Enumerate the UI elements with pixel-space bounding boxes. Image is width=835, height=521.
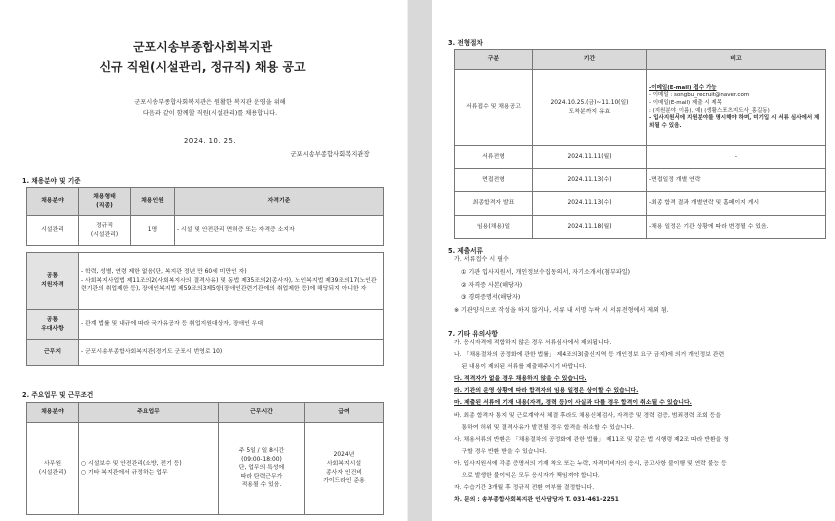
left-page: [0, 0, 408, 521]
eligibility-head: 공통 지원자격: [27, 253, 79, 310]
note-f: 바. 최종 합격자 통지 및 근로계약서 체결 후라도 채용신체검사, 자격증 및 경력 검증, 범죄경력 조회 등을: [454, 412, 722, 419]
section-7-heading: 7. 기타 유의사항: [448, 330, 498, 338]
workplace: - 군포시송부종합사회복지관(경기도 군포시 번영로 10): [79, 340, 384, 366]
cell-duties: ○ 시설보수 및 안전관리(소방, 전기 등) ○ 기타 복지관에서 규정하는 업무: [79, 423, 219, 515]
recruit-table: [26, 187, 384, 246]
note-h: 아. 입사지원서에 각종 증명서의 기재 착오 또는 누락, 자격미비자의 응시, 공고사항 불이행 및 연락 불능 등: [454, 460, 727, 467]
note-3: -면접일정 개별 연락: [647, 169, 826, 192]
doc-warning: ※ 기관양식으로 작성을 하지 않거나, 서류 내 서명 누락 시 서류전형에서 제외 됨.: [454, 307, 669, 315]
note-email-address: - 이메일 : songbu_recruit@naver.com: [649, 92, 750, 99]
note-email-ok: -이메일(E-mail) 접수 가능: [649, 84, 717, 91]
issuer: 군포시송부종합사회복지관장: [290, 151, 370, 158]
page-title: 신규 직원(시설관리, 정규직) 채용 공고: [99, 60, 306, 74]
step-3: 면접전형: [455, 169, 533, 192]
note-contact: 차. 문의 : 송부종합사회복지관 인사담당자 T. 031-461-2251: [454, 497, 619, 504]
note-c: 다. 적격자가 없을 경우 채용하지 않을 수 있습니다.: [454, 376, 587, 383]
note-b: 나. 「채용절차의 공정화에 관한 법률」 제4조의3(출신지역 등 개인정보 요구 금지)에 의거 개인정보 관련: [454, 352, 725, 359]
cell-type: 정규직 (시설관리): [79, 216, 131, 246]
note-warning: - 입사지원서에 지원분야를 명시해야 하며, 미기입 시 서류 심사에서 제외될 수 있음.: [649, 115, 820, 129]
doc-3: ③ 경력증명서(해당자): [461, 294, 521, 302]
period-4: 2024.11.13(수): [533, 192, 647, 216]
th-period: 기간: [533, 50, 647, 70]
page-title-org: 군포시송부종합사회복지관: [132, 40, 273, 54]
th-duties: 주요업무: [79, 403, 219, 423]
preference: - 관계 법률 및 내규에 따라 국가유공자 등 취업지원대상자, 장애인 우대: [79, 310, 384, 340]
right-page: [432, 0, 835, 521]
duties-table: [26, 402, 384, 515]
preference-head: 공통 우대사항: [27, 310, 79, 340]
cell-field2: 사무원 (시설관리): [27, 423, 79, 515]
th-field2: 채용분야: [27, 403, 79, 423]
process-table: [454, 49, 826, 239]
cell-qual: - 시설 및 안전관리 면허증 또는 자격증 소지자: [175, 216, 384, 246]
th-count: 채용인원: [131, 188, 175, 216]
period-2: 2024.11.11(월): [533, 146, 647, 169]
note-i: 자. 수습기간 3개월 후 정규직 전환 여부를 결정합니다.: [454, 485, 595, 492]
step-5: 임용(채용)일: [455, 216, 533, 239]
period-3: 2024.11.13(수): [533, 169, 647, 192]
th-type: 채용형태 (직종): [79, 188, 131, 216]
th-field: 채용분야: [27, 188, 79, 216]
doc-2: ② 자격증 사본(해당자): [461, 281, 523, 289]
doc-1: ① 기관 입사지원서, 개인정보수집동의서, 자기소개서(첨부파일): [461, 268, 631, 276]
post-date: 2024. 10. 25.: [184, 137, 236, 145]
period-1: 2024.10.25.(금)~11.10(일) 도착분까지 유효: [533, 70, 647, 146]
cell-field: 시설관리: [27, 216, 79, 246]
step-1: 서류접수 및 채용공고: [455, 70, 533, 146]
documents-list: [454, 254, 824, 318]
step-4: 최종합격자 발표: [455, 192, 533, 216]
cell-pay: 2024년 사회복지시설 종사자 인건비 가이드라인 준용: [305, 423, 384, 515]
note-5: -채용 일정은 기관 상황에 따라 변경될 수 있음.: [647, 216, 826, 239]
note-f2: 통하여 허위 및 결격사유가 발견될 경우 합격을 취소할 수 있습니다.: [454, 424, 634, 431]
period-5: 2024.11.18(월): [533, 216, 647, 239]
notes-list: [454, 337, 826, 506]
note-subject-example: : (지원분야_이름), 예) (생활스포츠지도사_홍길동): [649, 107, 770, 114]
th-note: 비고: [647, 50, 826, 70]
section-1-heading: 1. 채용분야 및 기준: [22, 177, 81, 185]
page-gutter: [408, 0, 432, 521]
section-2-heading: 2. 주요업무 및 근무조건: [22, 391, 94, 399]
eligibility-table: [26, 252, 384, 366]
workplace-head: 근무지: [27, 340, 79, 366]
note-2: -: [647, 146, 826, 169]
note-e: 마. 제출된 서류에 기재 내용(자격, 경력 등)이 사실과 다를 경우 합격이 취소될 수 있습니다.: [454, 400, 692, 407]
note-g2: 구할 경우 반환 받을 수 있습니다.: [454, 448, 547, 455]
doc-required: 가. 서류접수 시 필수: [454, 256, 509, 263]
note-b2: 된 내용이 제외된 서류를 제출해주시기 바랍니다.: [454, 364, 587, 371]
th-pay: 급여: [305, 403, 384, 423]
note-g: 사. 채용서류의 반환은 「채용절차의 공정화에 관한 법률」 제11조 및 같은 법 시행령 제2조 따라 반환을 청: [454, 436, 729, 443]
note-d: 라. 기관의 운영 상황에 따라 합격자의 임용 일정은 상이할 수 있습니다.: [454, 388, 639, 395]
intro-line-2: 다음과 같이 함께할 직원(시설관리)를 채용합니다.: [142, 110, 278, 117]
note-4: -최종 합격 결과 개별연락 및 홈페이지 게시: [647, 192, 826, 216]
th-step: 구분: [455, 50, 533, 70]
cell-count: 1명: [131, 216, 175, 246]
eligibility-2: - 사회복지사업법 제11조의2(사회복지사의 결격사유) 및 동법 제35조의2(종사자), 노인복지법 제39조의17(노인관련기관의 취업제한 등), 장애인복지법 제59조의3제5항(장애인관련기관에의 취업제한 등)에 해당되지 아니한 자: [81, 277, 377, 293]
intro-line-1: 군포시송부종합사회복지관은 원활한 복지관 운영을 위해: [134, 99, 286, 106]
eligibility-1: - 학력, 성별, 연령 제한 없음(단, 복지관 정년 만 60세 미만인 자): [81, 269, 247, 276]
note-h2: 으로 발생한 불이익은 모두 응시자가 책임져야 합니다.: [454, 473, 600, 480]
step-2: 서류전형: [455, 146, 533, 169]
th-hours: 근무시간: [219, 403, 305, 423]
th-qual: 자격기준: [175, 188, 384, 216]
section-5-heading: 5. 제출서류: [448, 247, 483, 255]
note-a: 가. 응시자격에 적합하지 않은 경우 서류심사에서 제외됩니다.: [454, 340, 612, 346]
section-3-heading: 3. 전형절차: [448, 39, 483, 47]
cell-hours: 주 5일 / 일 8시간 (09:00-18:00) 단, 업무의 특성에 따라 탄력근무가 적용될 수 있음.: [219, 423, 305, 515]
note-subject: - 이메일(E-mail) 제출 시 제목: [649, 99, 723, 106]
